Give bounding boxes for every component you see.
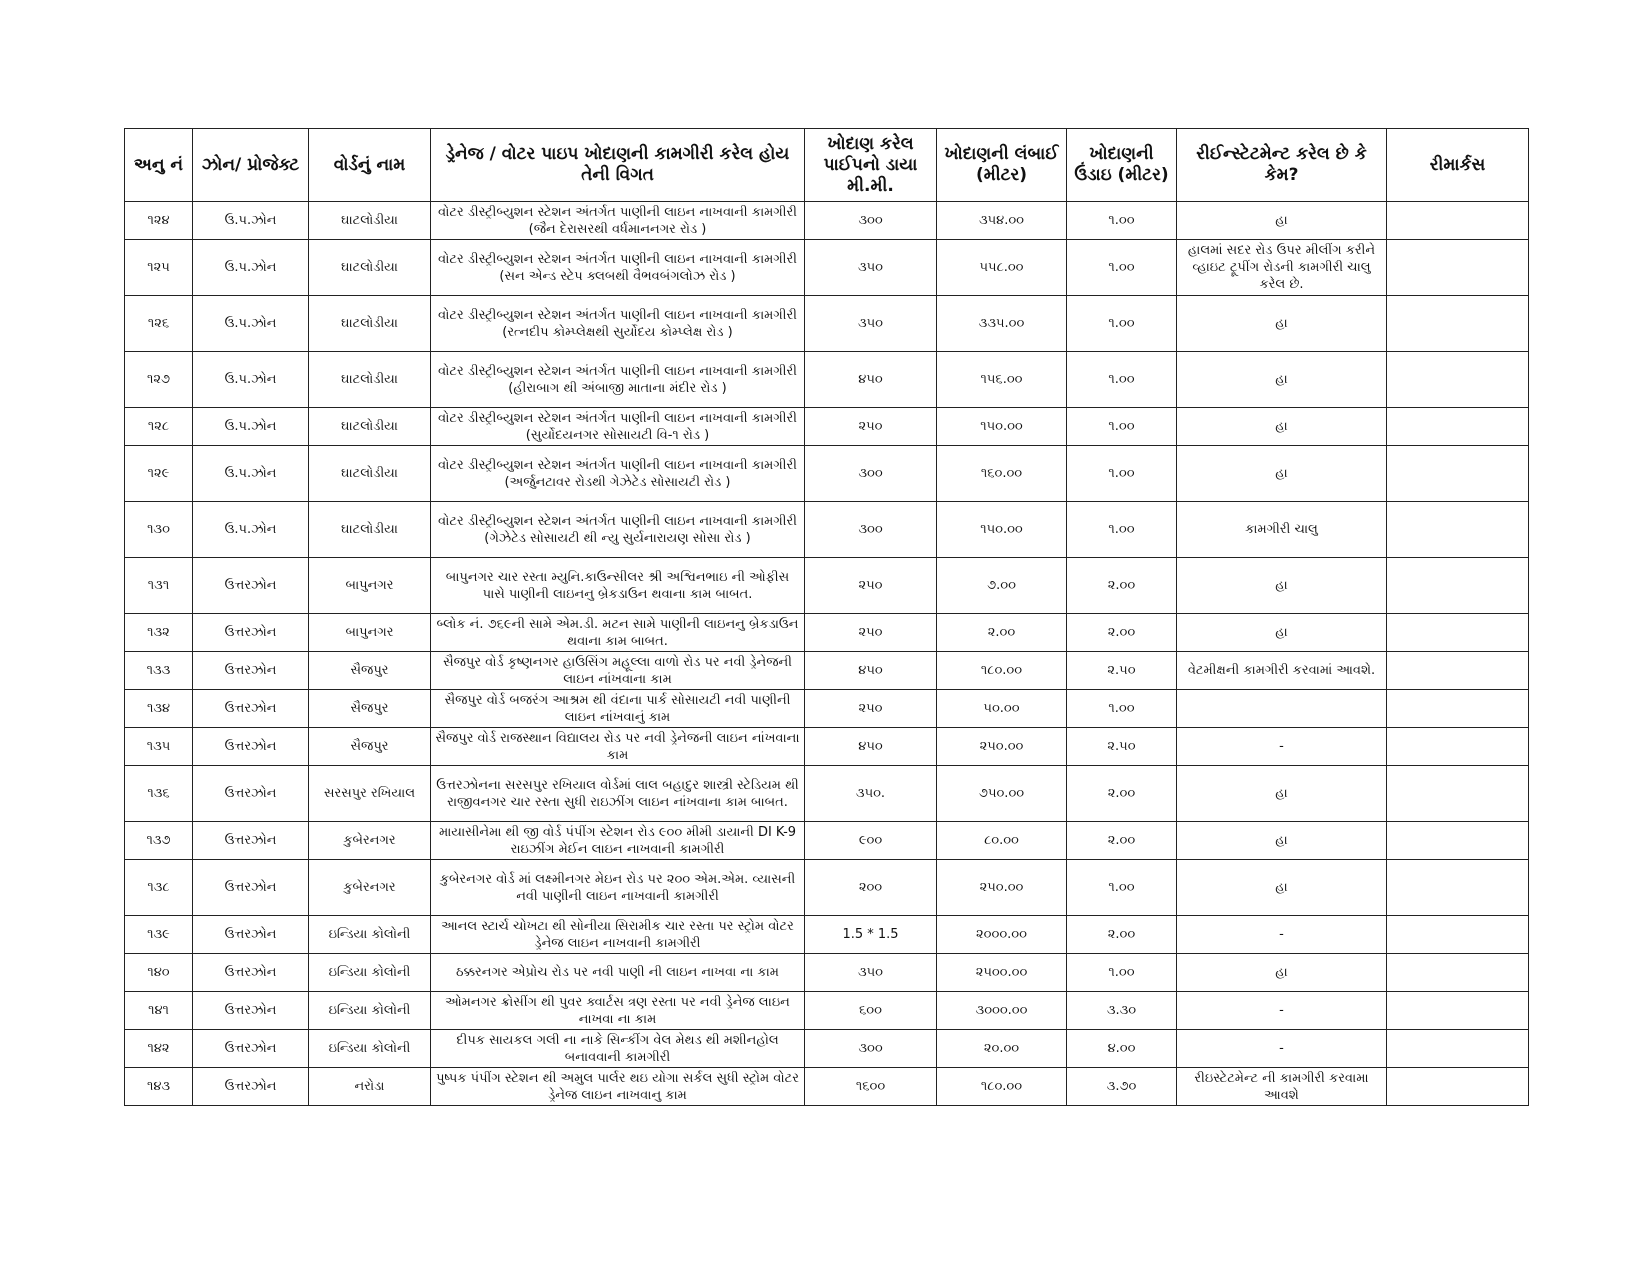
cell-zone: ઉત્તરઝોન bbox=[193, 766, 309, 822]
table-body bbox=[125, 202, 1529, 1106]
table-row bbox=[125, 446, 1529, 502]
cell-remarks bbox=[1387, 1030, 1529, 1068]
header-pipe-dia: ખોદાણ કરેલ પાઈપનો ડાયા મી.મી. bbox=[805, 129, 937, 202]
cell-reinstatement: કામગીરી ચાલુ bbox=[1177, 502, 1387, 558]
cell-ward: ઇન્ડિયા કોલોની bbox=[309, 954, 431, 992]
cell-sr-no: ૧૩૮ bbox=[125, 860, 193, 916]
table-row bbox=[125, 502, 1529, 558]
cell-pipe-dia: ૨૫૦ bbox=[805, 558, 937, 614]
cell-sr-no: ૧૩૫ bbox=[125, 728, 193, 766]
cell-zone: ઉ.પ.ઝોન bbox=[193, 502, 309, 558]
cell-depth: ૧.૦૦ bbox=[1067, 954, 1177, 992]
cell-depth: ૧.૦૦ bbox=[1067, 296, 1177, 352]
cell-ward: ઘાટલોડીયા bbox=[309, 296, 431, 352]
table-row bbox=[125, 992, 1529, 1030]
header-sr-no: અનુ નં bbox=[125, 129, 193, 202]
cell-pipe-dia: ૩૫૦ bbox=[805, 954, 937, 992]
cell-pipe-dia: ૩૦૦ bbox=[805, 1030, 937, 1068]
table-row bbox=[125, 822, 1529, 860]
cell-work-detail: વોટર ડીસ્ટ્રીબ્યુશન સ્ટેશન અંતર્ગત પાણીની લાઇન નાખવાની કામગીરી (જૈન દેરાસરથી વર્ધમાનનગર રોડ ) bbox=[431, 202, 805, 240]
cell-pipe-dia: ૧૬૦૦ bbox=[805, 1068, 937, 1106]
cell-length: ૧૫૦.૦૦ bbox=[937, 502, 1067, 558]
table-row bbox=[125, 860, 1529, 916]
table-row bbox=[125, 352, 1529, 408]
cell-pipe-dia: ૪૫૦ bbox=[805, 728, 937, 766]
cell-work-detail: સૈજપુર વોર્ડ કૃષ્ણનગર હાઉસિંગ મહૂલ્લા વાળો રોડ પર નવી ડ્રેનેજની લાઇન નાંખવાના કામ bbox=[431, 652, 805, 690]
cell-sr-no: ૧૪૧ bbox=[125, 992, 193, 1030]
excavation-table bbox=[124, 128, 1529, 1106]
header-zone: ઝોન/ પ્રોજેક્ટ bbox=[193, 129, 309, 202]
cell-length: ૮૦.૦૦ bbox=[937, 822, 1067, 860]
cell-sr-no: ૧૨૯ bbox=[125, 446, 193, 502]
cell-pipe-dia: 1.5 * 1.5 bbox=[805, 916, 937, 954]
table-row bbox=[125, 728, 1529, 766]
cell-length: ૩૫૪.૦૦ bbox=[937, 202, 1067, 240]
cell-depth: ૧.૦૦ bbox=[1067, 502, 1177, 558]
cell-sr-no: ૧૨૬ bbox=[125, 296, 193, 352]
cell-work-detail: ઠક્કરનગર એપ્રોચ રોડ પર નવી પાણી ની લાઇન નાખવા ના કામ bbox=[431, 954, 805, 992]
table-row bbox=[125, 296, 1529, 352]
cell-work-detail: વોટર ડીસ્ટ્રીબ્યુશન સ્ટેશન અંતર્ગત પાણીની લાઇન નાખવાની કામગીરી (સન એન્ડ સ્ટેપ ક્લબથી વૈભવબંગલોઝ રોડ ) bbox=[431, 240, 805, 296]
cell-remarks bbox=[1387, 502, 1529, 558]
cell-ward: કુબેરનગર bbox=[309, 822, 431, 860]
cell-remarks bbox=[1387, 690, 1529, 728]
cell-reinstatement: હા bbox=[1177, 408, 1387, 446]
cell-zone: ઉત્તરઝોન bbox=[193, 954, 309, 992]
cell-reinstatement: વેટમીક્ષની કામગીરી કરવામાં આવશે. bbox=[1177, 652, 1387, 690]
cell-work-detail: વોટર ડીસ્ટ્રીબ્યુશન સ્ટેશન અંતર્ગત પાણીની લાઇન નાખવાની કામગીરી (હીરાબાગ થી અંબાજી માતાના મંદીર રોડ ) bbox=[431, 352, 805, 408]
cell-work-detail: બાપુનગર ચાર રસ્તા મ્યુનિ.કાઉન્સીલર શ્રી અશ્વિનભાઇ ની ઓફીસ પાસે પાણીની લાઇનનુ બ્રેકડાઉન થવાના કામ બાબત. bbox=[431, 558, 805, 614]
cell-remarks bbox=[1387, 652, 1529, 690]
header-depth: ખોદાણની ઉંડાઇ (મીટર) bbox=[1067, 129, 1177, 202]
cell-pipe-dia: ૨૫૦ bbox=[805, 614, 937, 652]
cell-zone: ઉત્તરઝોન bbox=[193, 728, 309, 766]
cell-remarks bbox=[1387, 296, 1529, 352]
cell-work-detail: ઓમનગર ક્રોસીંગ થી પુવર ક્વાર્ટસ ત્રણ રસ્તા પર નવી ડ્રેનેજ લાઇન નાખવા ના કામ bbox=[431, 992, 805, 1030]
cell-ward: ઘાટલોડીયા bbox=[309, 446, 431, 502]
cell-depth: ૧.૦૦ bbox=[1067, 240, 1177, 296]
cell-remarks bbox=[1387, 352, 1529, 408]
cell-ward: કુબેરનગર bbox=[309, 860, 431, 916]
cell-sr-no: ૧૩૬ bbox=[125, 766, 193, 822]
cell-length: ૩૩૫.૦૦ bbox=[937, 296, 1067, 352]
header-reinstatement: રીઈન્સ્ટેટમેન્ટ કરેલ છે કે કેમ? bbox=[1177, 129, 1387, 202]
table-row bbox=[125, 408, 1529, 446]
cell-zone: ઉત્તરઝોન bbox=[193, 916, 309, 954]
cell-remarks bbox=[1387, 408, 1529, 446]
cell-zone: ઉ.પ.ઝોન bbox=[193, 202, 309, 240]
cell-sr-no: ૧૩૯ bbox=[125, 916, 193, 954]
cell-reinstatement bbox=[1177, 690, 1387, 728]
table-row bbox=[125, 1068, 1529, 1106]
cell-work-detail: પુષ્પક પંપીંગ સ્ટેશન થી અમુલ પાર્લર થઇ યોગા સર્કલ સુધી સ્ટ્રોમ વોટર ડ્રેનેજ લાઇન નાખવાનુ કામ bbox=[431, 1068, 805, 1106]
cell-sr-no: ૧૩૨ bbox=[125, 614, 193, 652]
cell-remarks bbox=[1387, 822, 1529, 860]
cell-remarks bbox=[1387, 860, 1529, 916]
cell-depth: ૨.૦૦ bbox=[1067, 766, 1177, 822]
cell-zone: ઉત્તરઝોન bbox=[193, 614, 309, 652]
cell-length: ૨૦.૦૦ bbox=[937, 1030, 1067, 1068]
cell-sr-no: ૧૪૨ bbox=[125, 1030, 193, 1068]
cell-ward: ઘાટલોડીયા bbox=[309, 502, 431, 558]
cell-zone: ઉ.પ.ઝોન bbox=[193, 408, 309, 446]
cell-reinstatement: હા bbox=[1177, 822, 1387, 860]
cell-length: ૫૦.૦૦ bbox=[937, 690, 1067, 728]
cell-zone: ઉ.પ.ઝોન bbox=[193, 352, 309, 408]
table-row bbox=[125, 652, 1529, 690]
cell-sr-no: ૧૩૭ bbox=[125, 822, 193, 860]
cell-reinstatement: હા bbox=[1177, 202, 1387, 240]
cell-length: ૫૫૮.૦૦ bbox=[937, 240, 1067, 296]
cell-remarks bbox=[1387, 728, 1529, 766]
header-remarks: રીમાર્કસ bbox=[1387, 129, 1529, 202]
cell-pipe-dia: ૨૫૦ bbox=[805, 408, 937, 446]
cell-ward: સૈજપુર bbox=[309, 652, 431, 690]
table-row bbox=[125, 202, 1529, 240]
cell-work-detail: સૈજપુર વોર્ડ રાજસ્થાન વિદ્યાલય રોડ પર નવી ડ્રેનેજની લાઇન નાંખવાના કામ bbox=[431, 728, 805, 766]
cell-reinstatement: - bbox=[1177, 728, 1387, 766]
cell-length: ૧૫૦.૦૦ bbox=[937, 408, 1067, 446]
cell-remarks bbox=[1387, 916, 1529, 954]
cell-ward: ઇન્ડિયા કોલોની bbox=[309, 992, 431, 1030]
cell-remarks bbox=[1387, 614, 1529, 652]
cell-sr-no: ૧૩૧ bbox=[125, 558, 193, 614]
cell-length: ૨૫૦.૦૦ bbox=[937, 860, 1067, 916]
table-row bbox=[125, 766, 1529, 822]
cell-depth: ૩.૭૦ bbox=[1067, 1068, 1177, 1106]
cell-zone: ઉત્તરઝોન bbox=[193, 1030, 309, 1068]
cell-reinstatement: હા bbox=[1177, 614, 1387, 652]
table-row bbox=[125, 558, 1529, 614]
cell-work-detail: કુબેરનગર વોર્ડ માં લક્ષ્મીનગર મેઇન રોડ પર ૨૦૦ એમ.એમ. વ્યાસની નવી પાણીની લાઇન નાખવાની કામગીરી bbox=[431, 860, 805, 916]
cell-reinstatement: હા bbox=[1177, 446, 1387, 502]
cell-sr-no: ૧૪૩ bbox=[125, 1068, 193, 1106]
cell-pipe-dia: ૯૦૦ bbox=[805, 822, 937, 860]
cell-pipe-dia: ૨૦૦ bbox=[805, 860, 937, 916]
cell-work-detail: વોટર ડીસ્ટ્રીબ્યુશન સ્ટેશન અંતર્ગત પાણીની લાઇન નાખવાની કામગીરી (રત્નદીપ કોમ્પ્લેક્ષથી સુર્યોદય કોમ્પ્લેક્ષ રોડ ) bbox=[431, 296, 805, 352]
cell-ward: ઘાટલોડીયા bbox=[309, 408, 431, 446]
cell-pipe-dia: ૪૫૦ bbox=[805, 352, 937, 408]
cell-pipe-dia: ૪૫૦ bbox=[805, 652, 937, 690]
cell-remarks bbox=[1387, 558, 1529, 614]
cell-sr-no: ૧૨૭ bbox=[125, 352, 193, 408]
cell-remarks bbox=[1387, 992, 1529, 1030]
cell-pipe-dia: ૩૫૦ bbox=[805, 240, 937, 296]
cell-pipe-dia: ૩૫૦ bbox=[805, 296, 937, 352]
cell-reinstatement: - bbox=[1177, 916, 1387, 954]
cell-length: ૧૮૦.૦૦ bbox=[937, 652, 1067, 690]
cell-sr-no: ૧૩૦ bbox=[125, 502, 193, 558]
cell-length: ૧૬૦.૦૦ bbox=[937, 446, 1067, 502]
cell-ward: બાપુનગર bbox=[309, 614, 431, 652]
cell-depth: ૩.૩૦ bbox=[1067, 992, 1177, 1030]
cell-sr-no: ૧૩૩ bbox=[125, 652, 193, 690]
header-work-detail: ડ્રેનેજ / વોટર પાઇપ ખોદાણની કામગીરી કરેલ હોય તેની વિગત bbox=[431, 129, 805, 202]
cell-reinstatement: હા bbox=[1177, 558, 1387, 614]
cell-pipe-dia: ૬૦૦ bbox=[805, 992, 937, 1030]
cell-pipe-dia: ૩૦૦ bbox=[805, 202, 937, 240]
cell-reinstatement: - bbox=[1177, 992, 1387, 1030]
cell-reinstatement: રીઇસ્ટેટમેન્ટ ની કામગીરી કરવામા આવશે bbox=[1177, 1068, 1387, 1106]
cell-zone: ઉ.પ.ઝોન bbox=[193, 296, 309, 352]
cell-ward: ઘાટલોડીયા bbox=[309, 202, 431, 240]
cell-zone: ઉત્તરઝોન bbox=[193, 652, 309, 690]
cell-remarks bbox=[1387, 954, 1529, 992]
table-row bbox=[125, 954, 1529, 992]
cell-work-detail: વોટર ડીસ્ટ્રીબ્યુશન સ્ટેશન અંતર્ગત પાણીની લાઇન નાખવાની કામગીરી (ગેઝેટેડ સોસાયટી થી ન્યુ સુર્યનારાયણ સોસા રોડ ) bbox=[431, 502, 805, 558]
cell-remarks bbox=[1387, 240, 1529, 296]
cell-pipe-dia: ૩૫૦. bbox=[805, 766, 937, 822]
cell-reinstatement: હા bbox=[1177, 296, 1387, 352]
cell-ward: સૈજપુર bbox=[309, 690, 431, 728]
cell-pipe-dia: ૩૦૦ bbox=[805, 446, 937, 502]
cell-zone: ઉત્તરઝોન bbox=[193, 690, 309, 728]
cell-ward: સૈજપુર bbox=[309, 728, 431, 766]
cell-length: ૨૦૦૦.૦૦ bbox=[937, 916, 1067, 954]
cell-zone: ઉ.પ.ઝોન bbox=[193, 240, 309, 296]
header-row bbox=[125, 129, 1529, 202]
cell-work-detail: આનલ સ્ટાર્ચ ચોખટા થી સોનીયા સિરામીક ચાર રસ્તા પર સ્ટ્રોમ વોટર ડ્રેનેજ લાઇન નાખવાની કામગીરી bbox=[431, 916, 805, 954]
cell-ward: ઇન્ડિયા કોલોની bbox=[309, 916, 431, 954]
cell-reinstatement: - bbox=[1177, 1030, 1387, 1068]
cell-length: ૨.૦૦ bbox=[937, 614, 1067, 652]
cell-work-detail: માયાસીનેમા થી જી વોર્ડ પંપીંગ સ્ટેશન રોડ ૯૦૦ મીમી ડાયાની DI K-9 રાઇઝીંગ મેઈન લાઇન નાખવાની કામગીરી bbox=[431, 822, 805, 860]
cell-ward: નરોડા bbox=[309, 1068, 431, 1106]
cell-depth: ૧.૦૦ bbox=[1067, 446, 1177, 502]
cell-zone: ઉ.પ.ઝોન bbox=[193, 446, 309, 502]
cell-ward: ઇન્ડિયા કોલોની bbox=[309, 1030, 431, 1068]
cell-remarks bbox=[1387, 446, 1529, 502]
cell-ward: ઘાટલોડીયા bbox=[309, 352, 431, 408]
cell-reinstatement: હાલમાં સદર રોડ ઉપર મીલીંગ કરીને વ્હાઇટ ટ્રૂપીંગ રોડની કામગીરી ચાલુ કરેલ છે. bbox=[1177, 240, 1387, 296]
cell-pipe-dia: ૨૫૦ bbox=[805, 690, 937, 728]
cell-depth: ૨.૦૦ bbox=[1067, 558, 1177, 614]
cell-reinstatement: હા bbox=[1177, 766, 1387, 822]
cell-zone: ઉત્તરઝોન bbox=[193, 992, 309, 1030]
cell-reinstatement: હા bbox=[1177, 352, 1387, 408]
cell-remarks bbox=[1387, 202, 1529, 240]
table-row bbox=[125, 1030, 1529, 1068]
table-row bbox=[125, 690, 1529, 728]
table-row bbox=[125, 916, 1529, 954]
cell-work-detail: બ્લોક નં. ૭૬૯ની સામે એમ.ડી. મટન સામે પાણીની લાઇનનુ બ્રેકડાઉન થવાના કામ બાબત. bbox=[431, 614, 805, 652]
cell-depth: ૧.૦૦ bbox=[1067, 690, 1177, 728]
cell-depth: ૧.૦૦ bbox=[1067, 408, 1177, 446]
cell-work-detail: દીપક સાયકલ ગલી ના નાકે સિન્કીંગ વેલ મેથડ થી મશીનહોલ બનાવવાની કામગીરી bbox=[431, 1030, 805, 1068]
cell-sr-no: ૧૪૦ bbox=[125, 954, 193, 992]
cell-depth: ૨.૦૦ bbox=[1067, 822, 1177, 860]
cell-depth: ૧.૦૦ bbox=[1067, 202, 1177, 240]
cell-zone: ઉત્તરઝોન bbox=[193, 558, 309, 614]
cell-length: ૩૦૦૦.૦૦ bbox=[937, 992, 1067, 1030]
cell-zone: ઉત્તરઝોન bbox=[193, 822, 309, 860]
cell-depth: ૨.૫૦ bbox=[1067, 728, 1177, 766]
cell-work-detail: ઉત્તરઝોનના સરસપુર રખિયાલ વોર્ડમાં લાલ બહાદુર શાસ્ત્રી સ્ટેડિયમ થી રાજીવનગર ચાર રસ્તા સુધી રાઇઝીંગ લાઇન નાંખવાના કામ બાબત. bbox=[431, 766, 805, 822]
cell-pipe-dia: ૩૦૦ bbox=[805, 502, 937, 558]
cell-depth: ૪.૦૦ bbox=[1067, 1030, 1177, 1068]
header-length: ખોદાણની લંબાઈ (મીટર) bbox=[937, 129, 1067, 202]
cell-sr-no: ૧૩૪ bbox=[125, 690, 193, 728]
cell-length: ૧૮૦.૦૦ bbox=[937, 1068, 1067, 1106]
cell-remarks bbox=[1387, 1068, 1529, 1106]
cell-zone: ઉત્તરઝોન bbox=[193, 1068, 309, 1106]
cell-length: ૭૫૦.૦૦ bbox=[937, 766, 1067, 822]
cell-length: ૨૫૦૦.૦૦ bbox=[937, 954, 1067, 992]
table-row bbox=[125, 614, 1529, 652]
table-row bbox=[125, 240, 1529, 296]
cell-ward: ઘાટલોડીયા bbox=[309, 240, 431, 296]
cell-ward: સરસપુર રખિયાલ bbox=[309, 766, 431, 822]
cell-zone: ઉત્તરઝોન bbox=[193, 860, 309, 916]
header-ward: વોર્ડનું નામ bbox=[309, 129, 431, 202]
cell-sr-no: ૧૨૪ bbox=[125, 202, 193, 240]
cell-work-detail: વોટર ડીસ્ટ્રીબ્યુશન સ્ટેશન અંતર્ગત પાણીની લાઇન નાખવાની કામગીરી (સુર્યોદયનગર સોસાયટી વિ-૧ રોડ ) bbox=[431, 408, 805, 446]
cell-sr-no: ૧૨૮ bbox=[125, 408, 193, 446]
cell-depth: ૨.૫૦ bbox=[1067, 652, 1177, 690]
cell-depth: ૧.૦૦ bbox=[1067, 352, 1177, 408]
cell-remarks bbox=[1387, 766, 1529, 822]
cell-length: ૨૫૦.૦૦ bbox=[937, 728, 1067, 766]
cell-depth: ૨.૦૦ bbox=[1067, 614, 1177, 652]
cell-reinstatement: હા bbox=[1177, 860, 1387, 916]
cell-length: ૭.૦૦ bbox=[937, 558, 1067, 614]
cell-depth: ૨.૦૦ bbox=[1067, 916, 1177, 954]
cell-sr-no: ૧૨૫ bbox=[125, 240, 193, 296]
cell-reinstatement: હા bbox=[1177, 954, 1387, 992]
cell-work-detail: સૈજપુર વોર્ડ બજરંગ આશ્રમ થી વંદાના પાર્ક સોસાયટી નવી પાણીની લાઇન નાંખવાનું કામ bbox=[431, 690, 805, 728]
cell-ward: બાપુનગર bbox=[309, 558, 431, 614]
cell-length: ૧૫૬.૦૦ bbox=[937, 352, 1067, 408]
cell-depth: ૧.૦૦ bbox=[1067, 860, 1177, 916]
cell-work-detail: વોટર ડીસ્ટ્રીબ્યુશન સ્ટેશન અંતર્ગત પાણીની લાઇન નાખવાની કામગીરી (અર્જુનટાવર રોડથી ગેઝેટેડ સોસાયટી રોડ ) bbox=[431, 446, 805, 502]
